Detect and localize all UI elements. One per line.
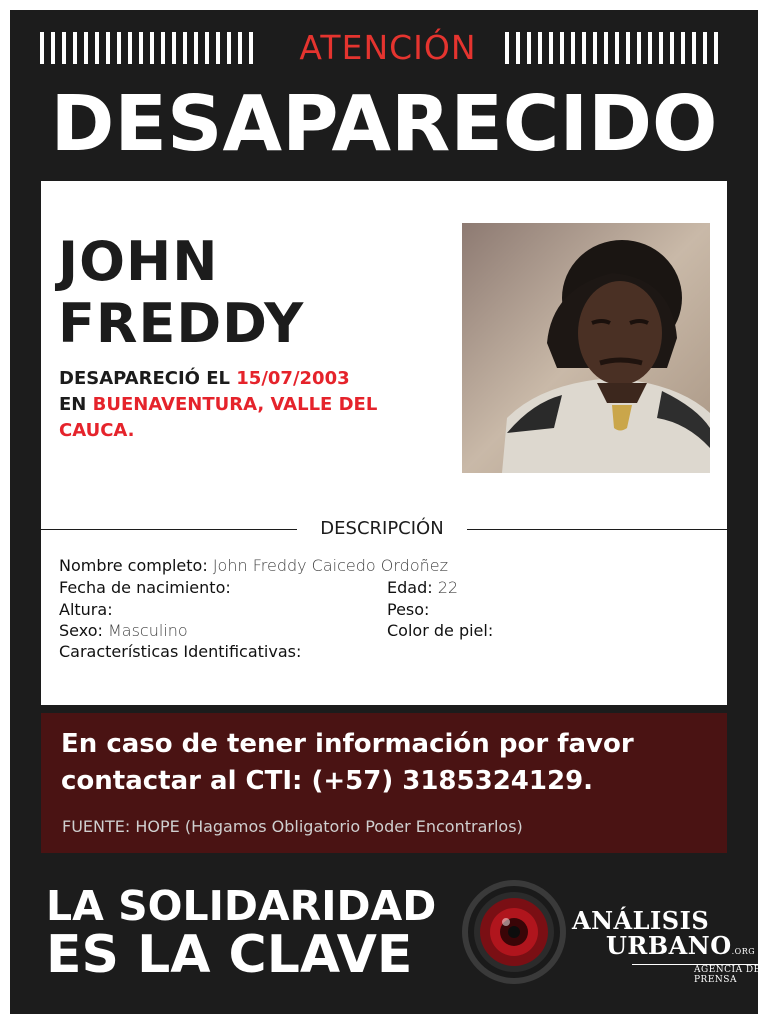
weight-label: Peso:	[387, 600, 430, 619]
features-label: Características Identificativas:	[59, 642, 302, 661]
slogan-line2: ES LA CLAVE	[46, 925, 413, 985]
age-label: Edad:	[387, 578, 433, 597]
age-row	[387, 577, 458, 598]
contact-line2-prefix: contactar al CTI:	[61, 766, 312, 796]
disappeared-prefix: DESAPARECIÓ EL	[59, 368, 237, 389]
features-row	[59, 641, 301, 662]
disappearance-date: 15/07/2003	[236, 368, 350, 389]
contact-box	[41, 713, 727, 853]
location-prefix: EN	[59, 394, 93, 415]
contact-message	[61, 726, 711, 800]
full-name-value: John Freddy Caicedo Ordoñez	[212, 556, 448, 575]
disappearance-info	[59, 366, 439, 444]
disappearance-location: BUENAVENTURA, VALLE DEL CAUCA.	[59, 394, 378, 441]
person-name-line2: FREDDY	[58, 292, 305, 355]
sex-row	[59, 620, 188, 641]
brand-tagline: AGENCIA DE PRENSA	[632, 964, 768, 985]
age-value: 22	[437, 578, 459, 597]
height-row	[59, 599, 113, 620]
height-label: Altura:	[59, 600, 113, 619]
person-name	[58, 231, 304, 355]
skin-label: Color de piel:	[387, 621, 494, 640]
brand-org: .ORG	[731, 947, 756, 956]
attention-label: ATENCIÓN	[299, 28, 477, 67]
poster-title: DESAPARECIDO	[50, 80, 718, 169]
full-name-label: Nombre completo:	[59, 556, 208, 575]
birth-label: Fecha de nacimiento:	[59, 578, 231, 597]
brand-line1: ANÁLISIS	[572, 906, 710, 935]
birth-row	[59, 577, 231, 598]
person-card	[41, 181, 727, 705]
slogan-line1: LA SOLIDARIDAD	[46, 882, 437, 930]
decorative-bars-right	[505, 32, 718, 64]
decorative-bars-left	[40, 32, 253, 64]
weight-row	[387, 599, 429, 620]
description-heading: DESCRIPCIÓN	[297, 518, 467, 539]
skin-row	[387, 620, 493, 641]
source-text: FUENTE: HOPE (Hagamos Obligatorio Poder Encontrarlos)	[62, 817, 523, 836]
person-photo	[462, 223, 710, 473]
slogan	[46, 882, 437, 985]
sex-label: Sexo:	[59, 621, 103, 640]
camera-lens-logo-icon	[460, 878, 568, 986]
contact-line1: En caso de tener información por favor	[61, 729, 634, 759]
person-name-line1: JOHN	[58, 230, 219, 293]
full-name-row	[59, 555, 448, 576]
missing-person-poster	[10, 10, 761, 1014]
contact-phone: (+57) 3185324129.	[311, 766, 594, 796]
sex-value: Masculino	[107, 621, 188, 640]
brand-line2: URBANO	[606, 931, 732, 960]
brand-wordmark	[572, 908, 768, 985]
